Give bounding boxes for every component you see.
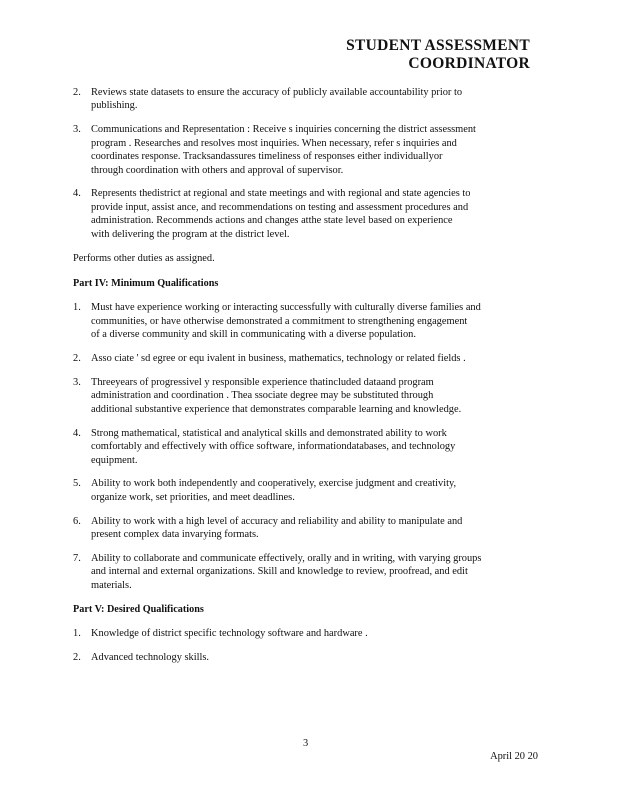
item-number: 4.	[73, 427, 81, 439]
page-number: 3	[303, 738, 309, 749]
item-text-line: Represents thedistrict at regional and state meetings and with regional and state agencies to	[91, 188, 471, 200]
item-text-line: Ability to work both independently and cooperatively, exercise judgment and creativity,	[91, 478, 457, 490]
title-line-1: STUDENT ASSESSMENT	[346, 37, 530, 54]
title-line-2: COORDINATOR	[408, 55, 530, 72]
desired-qualifications-list	[73, 627, 545, 664]
item-number: 4.	[73, 188, 81, 200]
item-number: 1.	[73, 302, 81, 314]
item-text	[91, 123, 545, 177]
item-text-line: comfortably and effectively with office software, informationdatabases, and technology	[91, 441, 456, 453]
item-text-line: and internal and external organizations. Skill and knowledge to review, proofread, and edit	[91, 566, 468, 578]
item-number: 7.	[73, 553, 81, 565]
item-text	[91, 477, 545, 504]
other-duties-text: Performs other duties as assigned.	[73, 252, 215, 264]
list-item	[73, 515, 545, 542]
item-text	[91, 352, 545, 365]
item-text-line: program . Researches and resolves most inquiries. When necessary, refer s inquiries and	[91, 137, 457, 149]
list-item	[73, 86, 545, 113]
part-5-heading: Part V: Desired Qualifications	[73, 603, 204, 615]
item-text	[91, 427, 545, 467]
item-text-line: present complex data invarying formats.	[91, 529, 259, 541]
item-text-line: additional substantive experience that demonstrates comparable learning and knowledge.	[91, 403, 462, 415]
item-text-line: administration. Recommends actions and changes atthe state level based on experience	[91, 215, 453, 227]
item-text-line: Asso ciate ' sd egree or equ ivalent in business, mathematics, technology or related fields .	[91, 353, 466, 365]
list-item	[73, 552, 545, 592]
item-text-line: provide input, assist ance, and recommendations on testing and assessment procedures and	[91, 201, 469, 213]
item-text-line: Must have experience working or interacting successfully with culturally diverse families and	[91, 302, 481, 314]
item-text-line: through coordination with others and approval of supervisor.	[91, 164, 344, 176]
item-text	[91, 187, 545, 241]
item-number: 2.	[73, 87, 81, 98]
item-number: 2.	[73, 353, 81, 365]
list-item	[73, 187, 545, 241]
item-text	[91, 627, 545, 640]
list-item	[73, 627, 545, 640]
item-text	[91, 301, 545, 341]
document-body	[73, 86, 545, 675]
item-text	[91, 86, 545, 113]
list-item	[73, 651, 545, 664]
list-item	[73, 376, 545, 416]
item-text-line: Advanced technology skills.	[91, 652, 210, 664]
item-text-line: communities, or have otherwise demonstrated a commitment to strengthening engagement	[91, 315, 468, 327]
footer-date: April 20 20	[490, 751, 538, 762]
item-text-line: Ability to collaborate and communicate effectively, orally and in writing, with varying groups	[91, 553, 482, 565]
item-text-line: with delivering the program at the district level.	[91, 228, 290, 240]
item-text-line: of a diverse community and skill in communicating with a diverse population.	[91, 329, 416, 341]
item-text-line: Ability to work with a high level of accuracy and reliability and ability to manipulate and	[91, 515, 463, 527]
item-number: 3.	[73, 124, 81, 136]
document-title	[346, 37, 530, 73]
item-text	[91, 376, 545, 416]
item-text-line: publishing.	[91, 100, 138, 112]
list-item	[73, 301, 545, 341]
item-text-line: organize work, set priorities, and meet deadlines.	[91, 491, 295, 503]
item-text	[91, 515, 545, 542]
item-text-line: materials.	[91, 579, 132, 591]
item-text-line: administration and coordination . Thea ssociate degree may be substituted through	[91, 390, 434, 402]
item-number: 3.	[73, 377, 81, 388]
item-text-line: equipment.	[91, 454, 138, 466]
duties-list	[73, 86, 545, 241]
item-number: 2.	[73, 652, 81, 664]
item-number: 6.	[73, 515, 81, 527]
item-text-line: Strong mathematical, statistical and analytical skills and demonstrated ability to work	[91, 427, 447, 439]
item-text-line: Reviews state datasets to ensure the accuracy of publicly available accountability prior to	[91, 87, 463, 98]
part-4-heading: Part IV: Minimum Qualifications	[73, 277, 219, 289]
item-text	[91, 552, 545, 592]
list-item	[73, 352, 545, 365]
list-item	[73, 477, 545, 504]
item-number: 1.	[73, 628, 81, 640]
list-item	[73, 123, 545, 177]
minimum-qualifications-list	[73, 301, 545, 592]
item-text	[91, 651, 545, 664]
list-item	[73, 427, 545, 467]
item-text-line: coordinates response. Tracksandassures timeliness of responses either individuallyor	[91, 151, 443, 163]
item-number: 5.	[73, 478, 81, 490]
item-text-line: Knowledge of district specific technology software and hardware .	[91, 628, 368, 640]
item-text-line: Threeyears of progressivel y responsible experience thatincluded dataand program	[91, 377, 434, 388]
item-text-line: Communications and Representation : Receive s inquiries concerning the district assessment	[91, 124, 476, 136]
